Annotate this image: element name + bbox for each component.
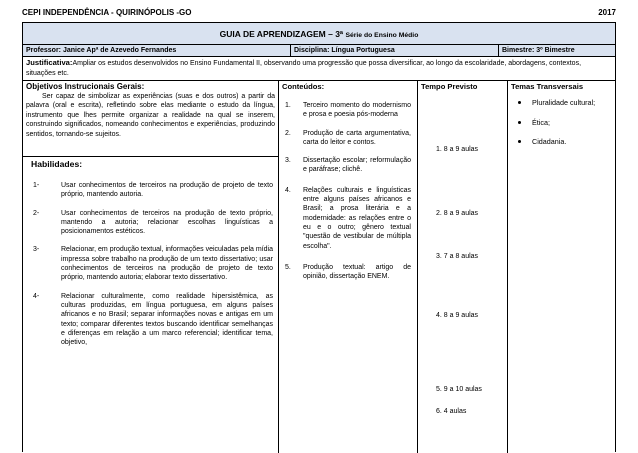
conteudo-item xyxy=(283,186,411,251)
tema-item xyxy=(514,118,614,128)
habilidades-title: Habilidades: xyxy=(31,159,83,169)
conteudo-number: 3. xyxy=(285,157,291,165)
conteudos-column xyxy=(279,81,418,453)
habilidade-text: Usar conhecimentos de terceiros na produção de texto próprio, mantendo a autoria; relacionar escolhas linguísticas a posicionamentos estéticos. xyxy=(61,209,273,236)
bullet-icon xyxy=(518,121,521,124)
meta-row xyxy=(23,45,615,57)
conteudo-item xyxy=(283,263,411,282)
habilidade-item xyxy=(33,181,273,200)
objetivos-title: Objetivos Instrucionais Gerais: xyxy=(26,82,145,91)
tema-item xyxy=(514,137,614,147)
conteudos-title: Conteúdos: xyxy=(282,82,325,91)
justificativa-text: Ampliar os estudos desenvolvidos no Ensino Fundamental II, observando uma progressão que possa diversificar, ao longo da escolaridade, abordagens, contextos, situações etc. xyxy=(26,60,582,77)
habilidade-item xyxy=(33,292,273,348)
conteudo-text: Dissertação escolar; reformulação e paráfrase; clichê. xyxy=(303,157,411,174)
conteudo-item xyxy=(283,156,411,175)
conteudo-text: Produção de carta argumentativa, carta do leitor e contos. xyxy=(303,129,411,146)
habilidade-text: Relacionar culturalmente, como realidade hipersistêmica, as culturas produzidas, em língua portuguesa, em alguns países africanos e no Brasil; separar informações novas e antigas em um texto; comparar diferentes textos buscando identificar semelhanças e diferenças em relação a um marco referencial; identificar tema, objetivo, xyxy=(61,292,273,347)
habilidade-number: 1- xyxy=(33,182,40,189)
left-column xyxy=(23,81,279,453)
conteudo-text: Produção textual: artigo de opinião, dissertação ENEM. xyxy=(303,263,411,281)
tempo-item: 5. 9 a 10 aulas xyxy=(436,386,482,393)
bullet-icon xyxy=(518,140,521,143)
tempo-column xyxy=(418,81,508,453)
habilidade-text: Usar conhecimentos de terceiros na produção de projeto de texto próprio, mantendo autoria. xyxy=(61,182,273,199)
tempo-item: 3. 7 a 8 aulas xyxy=(436,253,479,260)
guide-title xyxy=(23,23,615,45)
disciplina-cell: Disciplina: Língua Portuguesa xyxy=(291,45,499,56)
conteudo-item xyxy=(283,129,411,148)
tempo-item: 2. 8 a 9 aulas xyxy=(436,210,479,217)
habilidades-list xyxy=(33,181,273,347)
conteudos-list xyxy=(283,95,411,281)
page-header xyxy=(22,8,616,20)
tempo-item: 6. 4 aulas xyxy=(436,408,467,415)
learning-guide-table xyxy=(22,22,616,452)
conteudo-item xyxy=(283,101,411,120)
justificativa-row xyxy=(23,57,615,81)
conteudo-text: Terceiro momento do modernismo e prosa e poesia pós-moderna xyxy=(303,102,411,119)
habilidade-item xyxy=(33,209,273,237)
habilidade-number: 2- xyxy=(33,209,40,217)
tempo-title: Tempo Previsto xyxy=(421,82,478,91)
guide-title-sub: Série do Ensino Médio xyxy=(345,32,419,39)
main-grid xyxy=(23,81,615,453)
bimestre-cell: Bimestre: 3º Bimestre xyxy=(502,47,575,54)
professor-cell: Professor: Janice Apª de Azevedo Fernandes xyxy=(23,45,291,56)
habilidade-number: 3- xyxy=(33,246,40,254)
conteudo-number: 5. xyxy=(285,263,291,271)
tempo-item: 4. 8 a 9 aulas xyxy=(436,312,479,319)
temas-column xyxy=(508,81,615,453)
tema-text: Ética; xyxy=(532,117,550,127)
conteudo-text: Relações culturais e linguísticas entre alguns países africanos e Brasil; a prosa literária e a modernidade: as relações entre o eu e o outro; gênero textual "questão de vestibular de múltipla escolha". xyxy=(303,186,411,250)
school-name: CEPI INDEPENDÊNCIA - QUIRINÓPOLIS -GO xyxy=(22,8,192,17)
school-year: 2017 xyxy=(598,8,616,17)
habilidade-item xyxy=(33,245,273,282)
conteudo-number: 2. xyxy=(285,129,291,137)
tema-text: Pluralidade cultural; xyxy=(532,98,596,107)
tempo-item: 1. 8 a 9 aulas xyxy=(436,146,479,153)
tema-item xyxy=(514,98,614,108)
conteudo-number: 4. xyxy=(285,186,291,194)
habilidade-number: 4- xyxy=(33,292,40,300)
guide-title-main: GUIA DE APRENDIZAGEM – 3ª xyxy=(219,29,344,39)
conteudo-number: 1. xyxy=(285,102,291,109)
justificativa-label: Justificativa: xyxy=(26,58,73,67)
tema-text: Cidadania. xyxy=(532,137,567,146)
bullet-icon xyxy=(518,101,521,104)
temas-list xyxy=(514,95,614,147)
objetivos-text: Ser capaz de simbolizar as experiências (suas e dos outros) a partir da palavra (oral e escrita), refletindo sobre elas mediante o estudo da língua, instrumento que lhes permite organizar a realidade na qual se inserem, construindo significados, nomeando conhecimentos e experiências, produzindo sentidos, tornando-se sujeitos. xyxy=(26,93,275,138)
temas-title: Temas Transversais xyxy=(511,82,584,91)
objetivos-box xyxy=(23,81,278,157)
habilidade-text: Relacionar, em produção textual, informações veiculadas pela mídia impressa sobre trabalho na produção de um texto dissertativo; usar conhecimentos de terceiros na produção de projeto de texto próprio, mantendo autoria; elaborar texto dissertativo. xyxy=(61,246,273,282)
